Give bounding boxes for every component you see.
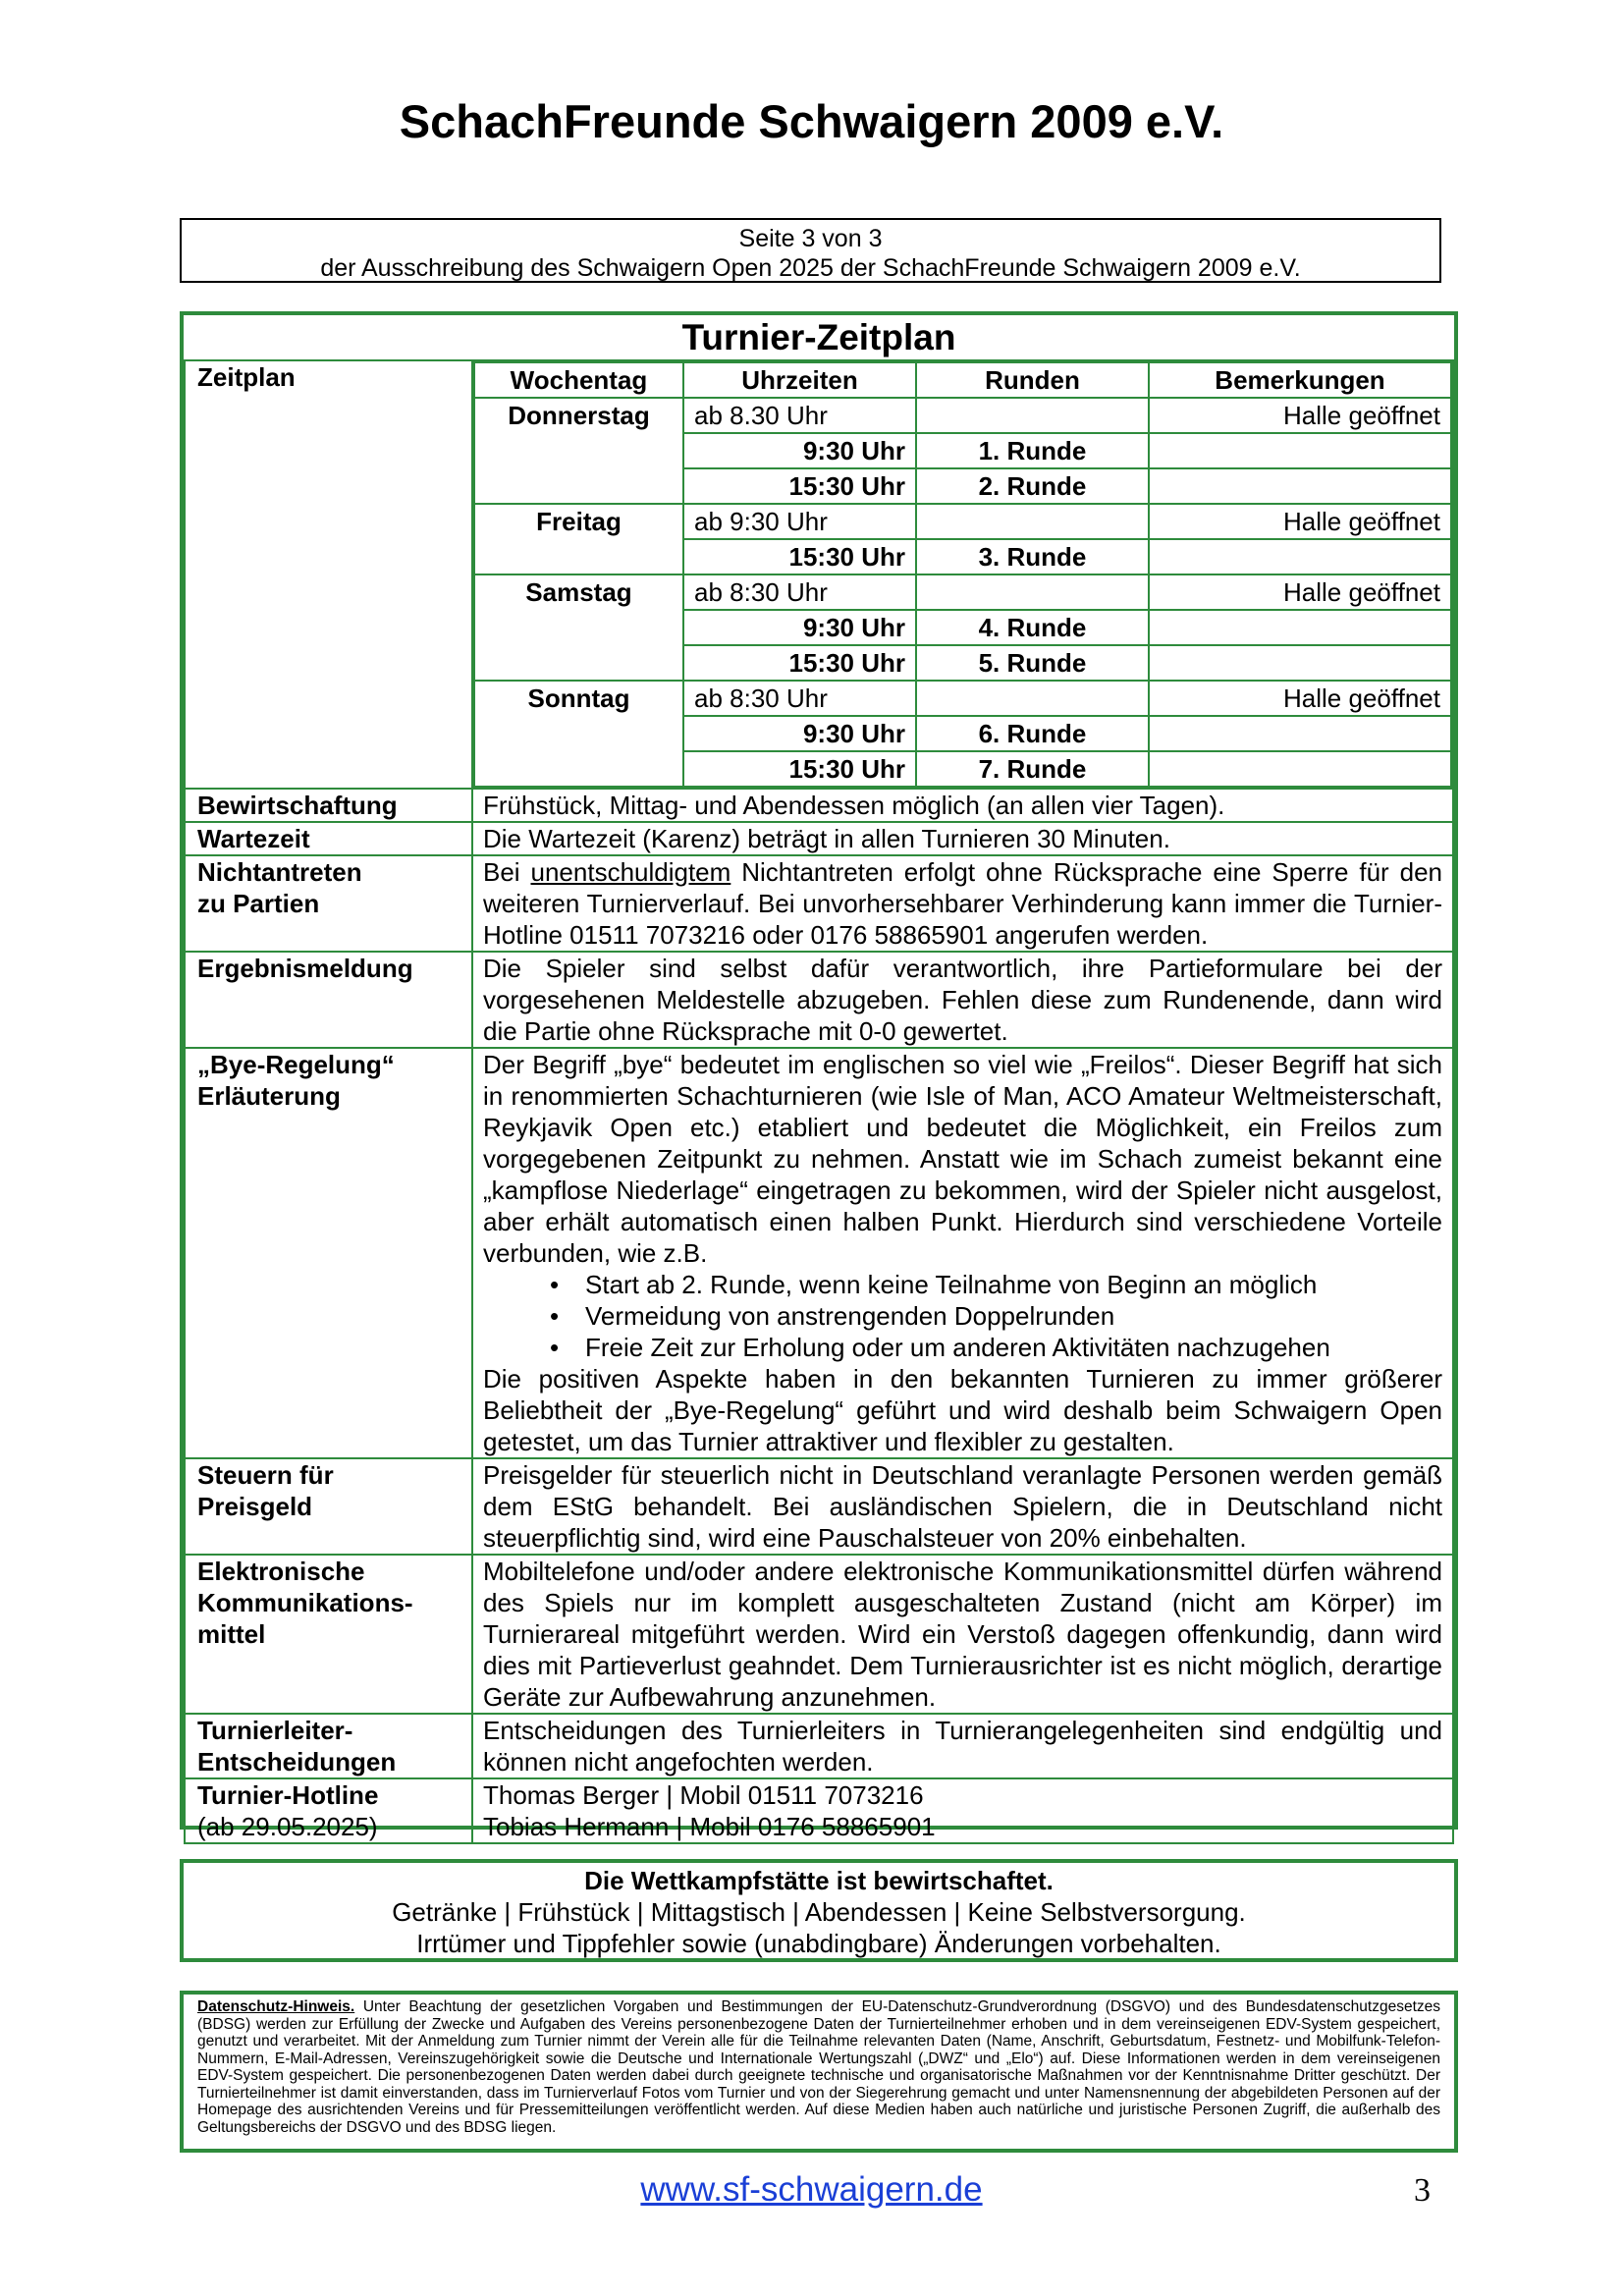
time-cell: ab 8:30 Uhr — [683, 681, 916, 716]
hotline-contacts — [472, 1778, 1453, 1843]
round-cell: 5. Runde — [916, 645, 1149, 681]
arbiter-decisions-label-line1: Turnierleiter- — [197, 1716, 353, 1745]
hotline-contact-2: Tobias Hermann | Mobil 0176 58865901 — [483, 1812, 936, 1841]
time-cell: 15:30 Uhr — [683, 751, 916, 787]
bye-rule-benefits-list — [483, 1269, 1442, 1363]
row-catering — [185, 789, 1453, 822]
electronic-devices-text: Mobiltelefone und/oder andere elektronische Kommunikationsmittel dürfen während des Spiels nur im komplett ausgeschalteten Zustand (nicht am Körper) im Turnierareal mitgeführt werden. Wird ein Verstoß dagegen offenkundig, dann wird dies mit Partieverlust geahndet. Dem Turnierausrichter ist es nicht möglich, derartige Geräte zur Aufbewahrung anzunehmen. — [472, 1555, 1453, 1714]
schedule-header-row — [474, 362, 1451, 398]
schedule-table — [473, 361, 1452, 788]
round-cell: 7. Runde — [916, 751, 1149, 787]
privacy-text: Unter Beachtung der gesetzlichen Vorgaben und Bestimmungen der EU-Datenschutz-Grundverordnung (DSGVO) und des Bundesdatenschutzgesetzes (BDSG) werden zur Erfüllung der Zwecke und Aufgaben des Vereins personenbezogene Daten der Turnierteilnehmer erhoben und in dem vereinseigenen EDV-System gespeichert, genutzt und verarbeitet. Mit der Anmeldung zum Turnier nimmt der Verein alle für die Teilnahme relevanten Daten (Name, Anschrift, Geburtsdatum, Festnetz- und Mobilfunk-Telefon-Nummern, E-Mail-Adressen, Vereinszugehörigkeit sowie die Deutsche und Internationale Wertungszahl („DWZ“ und „Elo“) auf. Diese Informationen werden in dem vereinseigenen EDV-System gespeichert. Die personenbezogenen Daten werden dabei durch geeignete technische und organisatorische Maßnahmen vor der Kenntnisnahme Dritter geschützt. Der Turnierteilnehmer ist damit einverstanden, dass im Turnierverlauf Fotos vom Turnier und von der Siegerehrung gemacht und unter Namensnennung der abgebildeten Personen auf der Homepage des ausrichtenden Vereins und für Pressemitteilungen veröffentlicht werden. Auf diese Medien haben auch natürliche und juristische Personen Zugriff, die außerhalb des Geltungsbereichs der DSGVO und des BDSG liegen. — [197, 1998, 1440, 2136]
remark-cell — [1149, 645, 1451, 681]
time-cell: 9:30 Uhr — [683, 716, 916, 751]
bye-rule-paragraph: Der Begriff „bye“ bedeutet im englischen so viel wie „Freilos“. Dieser Begriff hat sich in renommierten Schachturnieren (wie Isle of Man, ACO Amateur Weltmeisterschaft, Reykjavik Open etc.) etabliert und bedeutet die Möglichkeit, ein Freilos zum vorgegebenen Zeitpunkt zu nehmen. Anstatt wie im Schach zumeist bekannt eine „kampflose Niederlage“ eingetragen zu bekommen, wird der Spieler nicht ausgelost, aber erhält automatisch einen halben Punkt. Hierdurch sind verschiedene Vorteile verbunden, wie z.B. — [483, 1050, 1442, 1268]
remark-cell — [1149, 751, 1451, 787]
list-item: • Freie Zeit zur Erholung oder um anderen Aktivitäten nachzugehen — [550, 1332, 1442, 1363]
round-cell: 1. Runde — [916, 433, 1149, 468]
venue-info-catering: Getränke | Frühstück | Mittagstisch | Abendessen | Keine Selbstversorgung. — [392, 1897, 1246, 1927]
row-bye-rule — [185, 1048, 1453, 1458]
remark-cell — [1149, 539, 1451, 574]
time-cell: ab 8.30 Uhr — [683, 398, 916, 433]
table-row — [474, 398, 1451, 433]
remark-cell: Halle geöffnet — [1149, 398, 1451, 433]
venue-info-heading: Die Wettkampfstätte ist bewirtschaftet. — [584, 1866, 1054, 1895]
time-cell: 9:30 Uhr — [683, 610, 916, 645]
page-title: SchachFreunde Schwaigern 2009 e.V. — [399, 95, 1224, 147]
hotline-contact-1: Thomas Berger | Mobil 01511 7073216 — [483, 1780, 924, 1810]
catering-label: Bewirtschaftung — [185, 789, 472, 822]
no-show-label-line2: zu Partien — [197, 889, 320, 918]
no-show-label — [185, 855, 472, 952]
row-result-report — [185, 952, 1453, 1048]
row-no-show — [185, 855, 1453, 952]
schedule-layout-table — [184, 315, 1454, 1844]
waiting-time-label: Wartezeit — [185, 822, 472, 855]
bye-rule-conclusion: Die positiven Aspekte haben in den bekannten Turnieren zu immer größerer Beliebtheit der „Bye-Regelung“ geführt und wird deshalb beim Schwaigern Open getestet, um das Turnier attraktiver und flexibler zu gestalten. — [483, 1364, 1442, 1456]
col-header-times: Uhrzeiten — [683, 362, 916, 398]
bye-rule-label-line2: Erläuterung — [197, 1081, 341, 1111]
bye-rule-text — [472, 1048, 1453, 1458]
row-arbiter-decisions — [185, 1714, 1453, 1778]
prize-tax-text: Preisgelder für steuerlich nicht in Deutschland veranlagte Personen werden gemäß dem EStG behandelt. Bei ausländischen Spielern, die in Deutschland nicht steuerpflichtig sind, wird eine Pauschalsteuer von 20% einbehalten. — [472, 1458, 1453, 1555]
hotline-label — [185, 1778, 472, 1843]
time-cell: 15:30 Uhr — [683, 468, 916, 504]
privacy-notice — [180, 1991, 1458, 2153]
row-electronic-devices — [185, 1555, 1453, 1714]
arbiter-decisions-label — [185, 1714, 472, 1778]
page-number-line: Seite 3 von 3 — [738, 225, 883, 252]
round-cell: 3. Runde — [916, 539, 1149, 574]
bye-rule-label-line1: „Bye-Regelung“ — [197, 1050, 395, 1079]
list-item: • Start ab 2. Runde, wenn keine Teilnahme von Beginn an möglich — [550, 1269, 1442, 1300]
time-cell: 15:30 Uhr — [683, 645, 916, 681]
time-cell: ab 9:30 Uhr — [683, 504, 916, 539]
schedule-title: Turnier-Zeitplan — [681, 317, 956, 357]
round-cell — [916, 504, 1149, 539]
page-info-box — [180, 218, 1441, 283]
col-header-remarks: Bemerkungen — [1149, 362, 1451, 398]
day-cell: Freitag — [474, 504, 683, 574]
electronic-devices-label-line2: Kommunikations- — [197, 1588, 413, 1617]
time-cell: 9:30 Uhr — [683, 433, 916, 468]
venue-info-disclaimer: Irrtümer und Tippfehler sowie (unabdingbare) Änderungen vorbehalten. — [416, 1929, 1221, 1958]
remark-cell — [1149, 610, 1451, 645]
no-show-text-underlined: unentschuldigtem — [530, 857, 731, 887]
electronic-devices-label-line1: Elektronische — [197, 1557, 365, 1586]
prize-tax-label-line2: Preisgeld — [197, 1492, 313, 1521]
hotline-date: (ab 29.05.2025) — [197, 1812, 378, 1841]
schedule-cell — [472, 360, 1453, 789]
page-number: 3 — [1414, 2172, 1431, 2209]
no-show-text-rest: Nichtantreten erfolgt ohne Rücksprache eine Sperre für den weiteren Turnierverlauf. Bei unvorhersehbarer Verhinderung kann immer die Turnier-Hotline 01511 7073216 oder 0176 58865901 angerufen werden. — [483, 857, 1442, 950]
table-row — [474, 504, 1451, 539]
row-hotline — [185, 1778, 1453, 1843]
website-link[interactable]: www.sf-schwaigern.de — [640, 2170, 983, 2209]
round-cell — [916, 681, 1149, 716]
tender-line: der Ausschreibung des Schwaigern Open 2025 der SchachFreunde Schwaigern 2009 e.V. — [320, 254, 1301, 282]
round-cell: 6. Runde — [916, 716, 1149, 751]
round-cell: 4. Runde — [916, 610, 1149, 645]
electronic-devices-label — [185, 1555, 472, 1714]
waiting-time-text: Die Wartezeit (Karenz) beträgt in allen Turnieren 30 Minuten. — [472, 822, 1453, 855]
remark-cell: Halle geöffnet — [1149, 504, 1451, 539]
tournament-schedule-box — [180, 311, 1458, 1841]
round-cell — [916, 398, 1149, 433]
day-cell: Sonntag — [474, 681, 683, 787]
catering-text: Frühstück, Mittag- und Abendessen möglich (an allen vier Tagen). — [472, 789, 1453, 822]
bye-rule-label — [185, 1048, 472, 1458]
remark-cell: Halle geöffnet — [1149, 681, 1451, 716]
remark-cell: Halle geöffnet — [1149, 574, 1451, 610]
day-cell: Donnerstag — [474, 398, 683, 504]
table-row — [474, 574, 1451, 610]
list-item: • Vermeidung von anstrengenden Doppelrunden — [550, 1300, 1442, 1332]
row-waiting-time — [185, 822, 1453, 855]
prize-tax-label — [185, 1458, 472, 1555]
result-report-text: Die Spieler sind selbst dafür verantwortlich, ihre Partieformulare bei der vorgesehenen Meldestelle abzugeben. Fehlen diese zum Rundenende, dann wird die Partie ohne Rücksprache mit 0-0 gewertet. — [472, 952, 1453, 1048]
prize-tax-label-line1: Steuern für — [197, 1460, 334, 1490]
no-show-text-start: Bei — [483, 857, 531, 887]
remark-cell — [1149, 716, 1451, 751]
day-cell: Samstag — [474, 574, 683, 681]
round-cell: 2. Runde — [916, 468, 1149, 504]
remark-cell — [1149, 468, 1451, 504]
time-cell: ab 8:30 Uhr — [683, 574, 916, 610]
schedule-label: Zeitplan — [185, 360, 472, 789]
time-cell: 15:30 Uhr — [683, 539, 916, 574]
hotline-label-line1: Turnier-Hotline — [197, 1780, 379, 1810]
no-show-text — [472, 855, 1453, 952]
result-report-label: Ergebnismeldung — [185, 952, 472, 1048]
arbiter-decisions-text: Entscheidungen des Turnierleiters in Turnierangelegenheiten sind endgültig und können nicht angefochten werden. — [472, 1714, 1453, 1778]
remark-cell — [1149, 433, 1451, 468]
venue-info-box — [180, 1859, 1458, 1962]
privacy-heading: Datenschutz-Hinweis. — [197, 1998, 355, 2015]
electronic-devices-label-line3: mittel — [197, 1619, 266, 1649]
table-row — [474, 681, 1451, 716]
round-cell — [916, 574, 1149, 610]
col-header-rounds: Runden — [916, 362, 1149, 398]
arbiter-decisions-label-line2: Entscheidungen — [197, 1747, 397, 1777]
row-prize-tax — [185, 1458, 1453, 1555]
col-header-weekday: Wochentag — [474, 362, 683, 398]
no-show-label-line1: Nichtantreten — [197, 857, 362, 887]
